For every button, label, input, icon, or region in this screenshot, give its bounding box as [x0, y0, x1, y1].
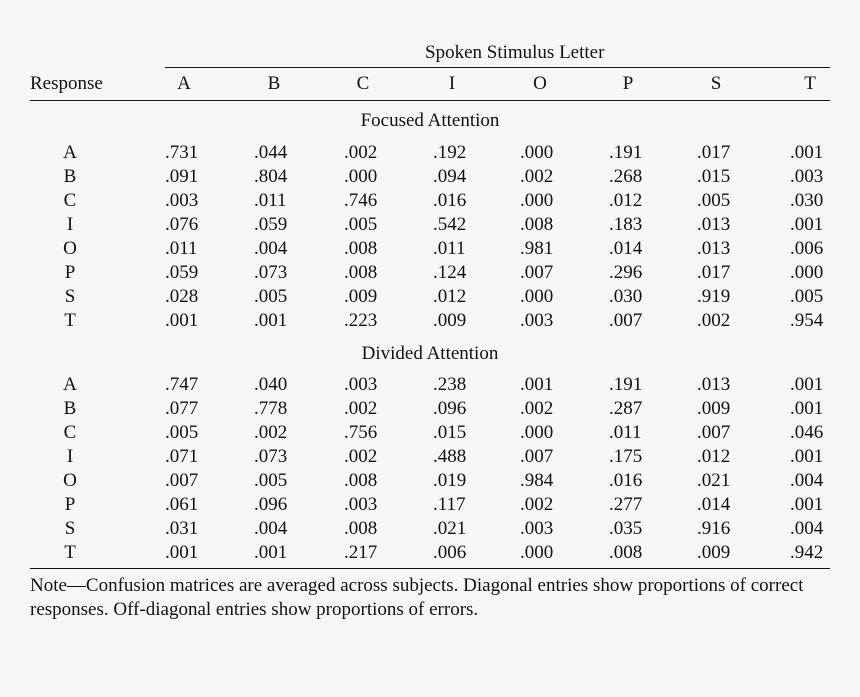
table-cell: .007 [520, 446, 554, 467]
table-cell: .013 [697, 214, 731, 235]
table-cell: .002 [344, 446, 378, 467]
table-cell: .006 [433, 542, 467, 563]
table-cell: .277 [609, 494, 643, 515]
table-cell: .013 [697, 374, 731, 395]
table-cell: .040 [254, 374, 288, 395]
table-cell: .016 [609, 470, 643, 491]
table-cell: .984 [520, 470, 554, 491]
table-cell: .001 [790, 494, 824, 515]
table-cell: .002 [697, 310, 731, 331]
table-cell: .035 [609, 518, 643, 539]
table-cell: .021 [433, 518, 467, 539]
table-cell: .000 [344, 166, 378, 187]
table-cell: .077 [165, 398, 199, 419]
table-cell: .059 [254, 214, 288, 235]
row-label: S [64, 286, 76, 307]
table-cell: .007 [165, 470, 199, 491]
table-cell: .296 [609, 262, 643, 283]
table-cell: .009 [433, 310, 467, 331]
table-cell: .001 [790, 142, 824, 163]
bottom-rule [30, 568, 830, 569]
spanner-rule [165, 67, 830, 68]
column-header-c: C [356, 73, 370, 94]
table-cell: .001 [790, 214, 824, 235]
table-cell: .124 [433, 262, 467, 283]
table-cell: .073 [254, 262, 288, 283]
table-cell: .009 [697, 542, 731, 563]
table-cell: .014 [609, 238, 643, 259]
table-cell: .002 [520, 398, 554, 419]
table-cell: .017 [697, 262, 731, 283]
table-cell: .778 [254, 398, 288, 419]
table-cell: .046 [790, 422, 824, 443]
table-cell: .003 [520, 518, 554, 539]
table-cell: .238 [433, 374, 467, 395]
column-header-o: O [533, 73, 547, 94]
table-cell: .011 [433, 238, 466, 259]
table-cell: .287 [609, 398, 643, 419]
table-cell: .002 [344, 142, 378, 163]
table-cell: .002 [344, 398, 378, 419]
row-label: I [66, 214, 74, 235]
table-cell: .005 [165, 422, 199, 443]
row-label: C [63, 422, 77, 443]
row-label: P [64, 494, 76, 515]
table-cell: .015 [697, 166, 731, 187]
table-cell: .009 [344, 286, 378, 307]
table-cell: .019 [433, 470, 467, 491]
table-cell: .015 [433, 422, 467, 443]
table-cell: .919 [697, 286, 731, 307]
row-label: B [63, 398, 77, 419]
row-label: T [64, 542, 76, 563]
table-cell: .003 [790, 166, 824, 187]
table-cell: .061 [165, 494, 199, 515]
table-cell: .059 [165, 262, 199, 283]
row-label: T [64, 310, 76, 331]
table-cell: .804 [254, 166, 288, 187]
table-cell: .071 [165, 446, 199, 467]
table-cell: .005 [790, 286, 824, 307]
table-cell: .746 [344, 190, 378, 211]
column-header-s: S [710, 73, 722, 94]
column-header-t: T [804, 73, 816, 94]
table-cell: .030 [790, 190, 824, 211]
column-header-i: I [448, 73, 456, 94]
table-cell: .008 [344, 262, 378, 283]
table-cell: .011 [254, 190, 287, 211]
spanner-header: Spoken Stimulus Letter [425, 42, 605, 63]
table-cell: .191 [609, 374, 643, 395]
table-cell: .000 [520, 422, 554, 443]
table-cell: .096 [433, 398, 467, 419]
row-label: A [63, 374, 77, 395]
table-cell: .542 [433, 214, 467, 235]
table-cell: .000 [790, 262, 824, 283]
table-cell: .005 [254, 286, 288, 307]
table-cell: .000 [520, 542, 554, 563]
table-cell: .008 [520, 214, 554, 235]
section-title: Focused Attention [360, 110, 500, 131]
table-cell: .005 [254, 470, 288, 491]
table-cell: .007 [609, 310, 643, 331]
table-cell: .731 [165, 142, 199, 163]
section-title: Divided Attention [361, 343, 499, 364]
table-cell: .003 [165, 190, 199, 211]
row-header: Response [30, 73, 103, 94]
column-header-b: B [267, 73, 281, 94]
row-label: B [63, 166, 77, 187]
table-cell: .747 [165, 374, 199, 395]
table-cell: .183 [609, 214, 643, 235]
table-note: Note—Confusion matrices are averaged across subjects. Diagonal entries show proportions of correct responses. Off-diagonal entries show proportions of errors. [30, 575, 804, 620]
table-cell: .001 [254, 542, 288, 563]
table-cell: .175 [609, 446, 643, 467]
column-header-a: A [177, 73, 191, 94]
table-cell: .756 [344, 422, 378, 443]
table-cell: .007 [520, 262, 554, 283]
table-cell: .954 [790, 310, 824, 331]
table-cell: .006 [790, 238, 824, 259]
table-cell: .002 [520, 494, 554, 515]
table-cell: .013 [697, 238, 731, 259]
table-cell: .073 [254, 446, 288, 467]
table-cell: .021 [697, 470, 731, 491]
table-cell: .000 [520, 286, 554, 307]
table-cell: .012 [609, 190, 643, 211]
row-label: I [66, 446, 74, 467]
table-cell: .017 [697, 142, 731, 163]
table-cell: .000 [520, 142, 554, 163]
table-cell: .076 [165, 214, 199, 235]
table-cell: .916 [697, 518, 731, 539]
table-cell: .223 [344, 310, 378, 331]
table-cell: .000 [520, 190, 554, 211]
table-cell: .030 [609, 286, 643, 307]
table-cell: .192 [433, 142, 467, 163]
table-cell: .011 [165, 238, 198, 259]
table-cell: .002 [254, 422, 288, 443]
table-cell: .981 [520, 238, 554, 259]
row-label: C [63, 190, 77, 211]
table-cell: .001 [790, 446, 824, 467]
table-cell: .003 [520, 310, 554, 331]
table-cell: .001 [254, 310, 288, 331]
table-cell: .002 [520, 166, 554, 187]
table-cell: .031 [165, 518, 199, 539]
table-cell: .008 [344, 238, 378, 259]
table-cell: .028 [165, 286, 199, 307]
table-cell: .001 [165, 542, 199, 563]
table-cell: .008 [344, 518, 378, 539]
table-cell: .096 [254, 494, 288, 515]
table-cell: .001 [790, 374, 824, 395]
table-cell: .011 [609, 422, 642, 443]
table-cell: .044 [254, 142, 288, 163]
table-cell: .004 [790, 518, 824, 539]
table-cell: .007 [697, 422, 731, 443]
row-label: A [63, 142, 77, 163]
table-cell: .004 [254, 518, 288, 539]
table-cell: .004 [254, 238, 288, 259]
table-cell: .942 [790, 542, 824, 563]
table-cell: .001 [165, 310, 199, 331]
table-cell: .003 [344, 374, 378, 395]
row-label: O [63, 238, 77, 259]
table-cell: .009 [697, 398, 731, 419]
table-cell: .488 [433, 446, 467, 467]
table-cell: .016 [433, 190, 467, 211]
table-cell: .012 [433, 286, 467, 307]
table-cell: .094 [433, 166, 467, 187]
column-header-p: P [622, 73, 634, 94]
table-cell: .003 [344, 494, 378, 515]
table-cell: .014 [697, 494, 731, 515]
table-cell: .091 [165, 166, 199, 187]
table-cell: .001 [520, 374, 554, 395]
table-cell: .001 [790, 398, 824, 419]
table-cell: .012 [697, 446, 731, 467]
table-cell: .217 [344, 542, 378, 563]
table-cell: .005 [697, 190, 731, 211]
table-cell: .008 [609, 542, 643, 563]
row-label: O [63, 470, 77, 491]
table-cell: .268 [609, 166, 643, 187]
table-cell: .117 [433, 494, 466, 515]
table-cell: .008 [344, 470, 378, 491]
table-cell: .004 [790, 470, 824, 491]
table-cell: .005 [344, 214, 378, 235]
row-label: P [64, 262, 76, 283]
header-rule [30, 100, 830, 101]
row-label: S [64, 518, 76, 539]
table-cell: .191 [609, 142, 643, 163]
